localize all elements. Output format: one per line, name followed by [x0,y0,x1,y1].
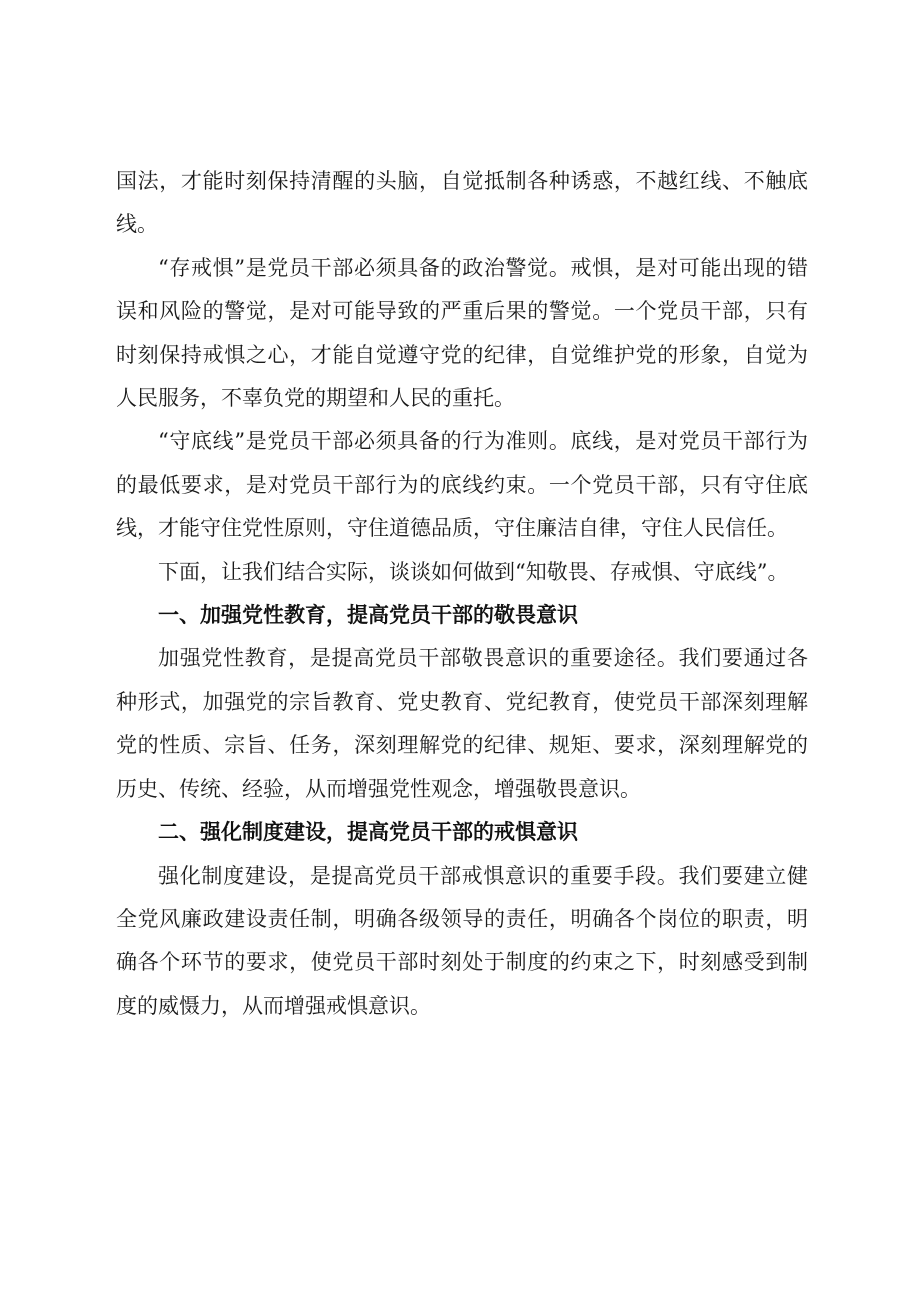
paragraph-intro: 下面，让我们结合实际，谈谈如何做到“知敬畏、存戒惧、守底线”。 [158,559,789,584]
document-body [116,160,808,1028]
paragraph-continuation: 国法，才能时刻保持清醒的头脑，自觉抵制各种诱惑，不越红线、不触底线。 [116,169,808,237]
paragraph-cunjieju: “存戒惧”是党员干部必须具备的政治警觉。戒惧，是对可能出现的错误和风险的警觉，是对可能导致的严重后果的警觉。一个党员干部，只有时刻保持戒惧之心，才能自觉遵守党的纪律，自觉维护党的形象，自觉为人民服务，不辜负党的期望和人民的重托。 [116,255,808,411]
paragraph-section-1: 加强党性教育，是提高党员干部敬畏意识的重要途径。我们要通过各种形式，加强党的宗旨教育、党史教育、党纪教育，使党员干部深刻理解党的性质、宗旨、任务，深刻理解党的纪律、规矩、要求，深刻理解党的历史、传统、经验，从而增强党性观念，增强敬畏意识。 [116,646,808,801]
paragraph-section-2: 强化制度建设，是提高党员干部戒惧意识的重要手段。我们要建立健全党风廉政建设责任制，明确各级领导的责任，明确各个岗位的职责，明确各个环节的要求，使党员干部时刻处于制度的约束之下，时刻感受到制度的威慑力，从而增强戒惧意识。 [116,863,808,1018]
section-heading-2: 二、强化制度建设，提高党员干部的戒惧意识 [158,820,578,845]
paragraph-shoudixian: “守底线”是党员干部必须具备的行为准则。底线，是对党员干部行为的最低要求，是对党员干部行为的底线约束。一个党员干部，只有守住底线，才能守住党性原则，守住道德品质，守住廉洁自律，守住人民信任。 [116,429,808,541]
section-heading-1: 一、加强党性教育，提高党员干部的敬畏意识 [158,603,578,628]
